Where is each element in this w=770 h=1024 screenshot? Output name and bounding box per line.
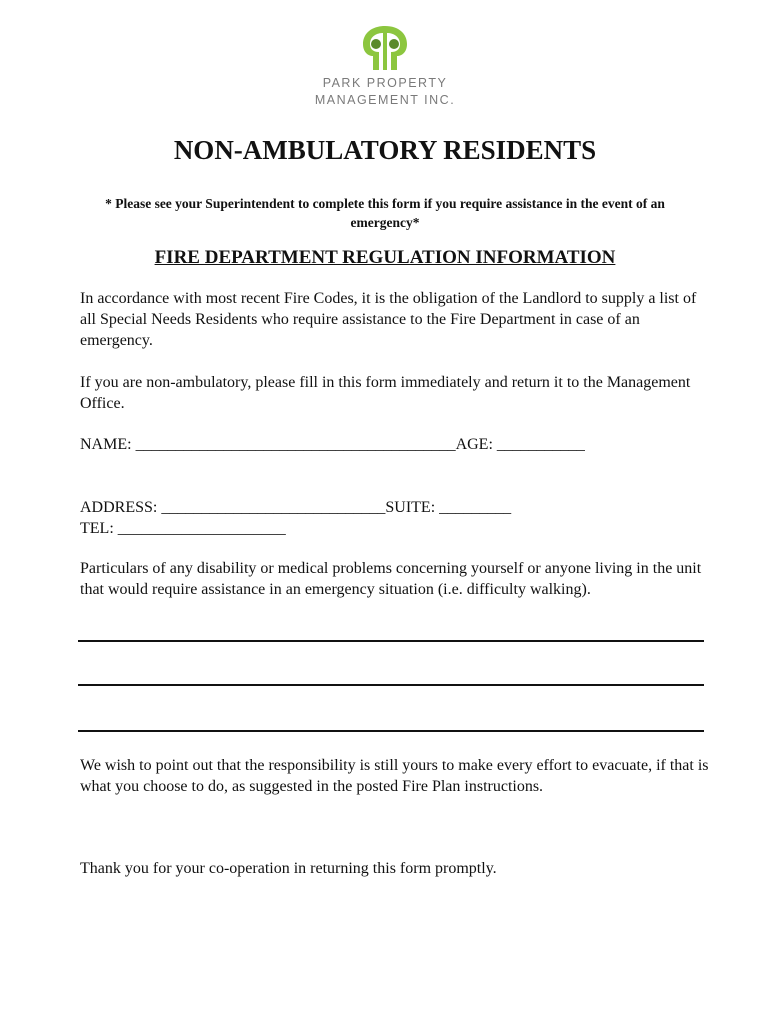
age-field[interactable]: ___________ [496,436,585,453]
name-label: NAME: [80,436,136,453]
section-heading-text: FIRE DEPARTMENT REGULATION INFORMATION [154,247,616,268]
address-suite-row [80,497,511,518]
tel-label: TEL: [80,520,118,537]
logo-line-2: MANAGEMENT INC. [314,93,456,107]
name-age-row [80,434,585,455]
name-field[interactable]: ________________________________________ [135,436,456,453]
particulars-line-1[interactable] [78,640,704,642]
responsibility-paragraph: We wish to point out that the responsibility is still yours to make every effort to evacuate, if that is what you choose to do, as suggested in the posted Fire Plan instructions. [80,757,709,795]
address-field[interactable]: ____________________________ [161,499,386,516]
instruction-paragraph: If you are non-ambulatory, please fill in this form immediately and return it to the Management Office. [80,374,691,412]
logo-line-1: PARK PROPERTY [322,76,448,90]
suite-label: SUITE: [385,499,440,516]
age-label: AGE: [455,436,497,453]
superintendent-notice: * Please see your Superintendent to complete this form if you require assistance in the event of an emergency* [105,196,665,230]
company-logo [0,22,770,108]
address-label: ADDRESS: [80,499,162,516]
particulars-paragraph: Particulars of any disability or medical problems concerning yourself or anyone living in the unit that would require assistance in an emergency situation (i.e. difficulty walking). [80,560,702,598]
particulars-line-2[interactable] [78,684,704,686]
suite-field[interactable]: _________ [439,499,512,516]
page-title: NON-AMBULATORY RESIDENTS [173,135,597,165]
section-heading [0,247,770,269]
park-tree-logo-icon [359,22,411,74]
thanks-paragraph: Thank you for your co-operation in returning this form promptly. [80,860,497,877]
obligation-paragraph: In accordance with most recent Fire Codes, it is the obligation of the Landlord to supply a list of all Special Needs Residents who require assistance to the Fire Department in case of an emergency. [80,290,697,349]
tel-row [80,518,286,539]
particulars-line-3[interactable] [78,730,704,732]
tel-field[interactable]: _____________________ [117,520,286,537]
